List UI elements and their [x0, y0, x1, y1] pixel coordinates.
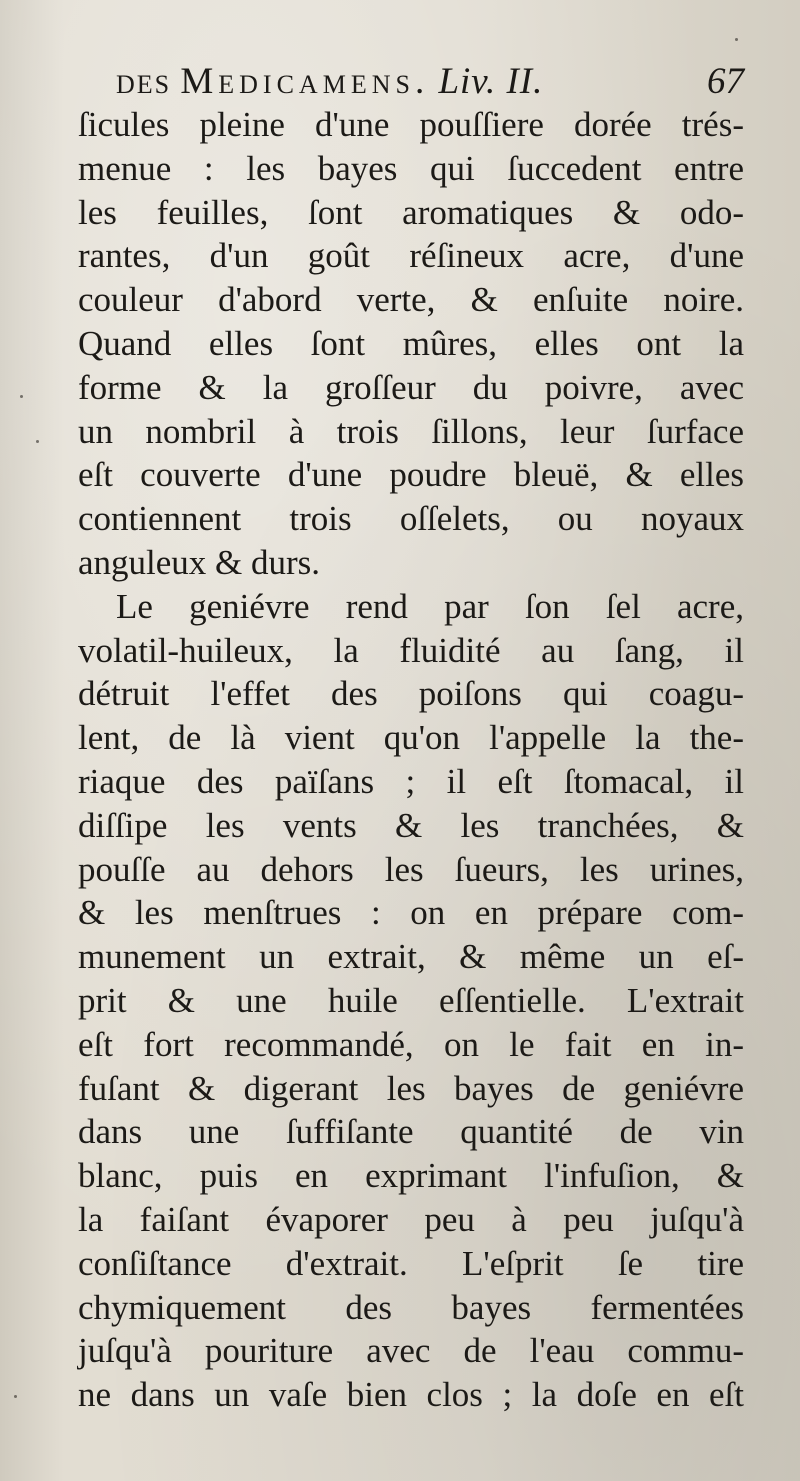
text-line: eſt fort recommandé, on le fait en in- — [78, 1024, 744, 1064]
text-line: détruit l'effet des poiſons qui coagu- — [78, 674, 744, 714]
text-line: blanc, puis en exprimant l'infuſion, & — [78, 1156, 744, 1196]
running-head — [78, 58, 744, 106]
text-line-paragraph-end: anguleux & durs. — [78, 542, 321, 582]
text-line: contiennent trois oſſelets, ou noyaux — [78, 499, 744, 539]
text-line: munement un extrait, & même un eſ- — [78, 937, 744, 977]
text-line: rantes, d'un goût réſineux acre, d'une — [78, 236, 744, 276]
text-line: un nombril à trois ſillons, leur ſurface — [78, 411, 744, 451]
text-line: juſqu'à pouriture avec de l'eau commu- — [78, 1331, 744, 1371]
text-line: chymiquement des bayes fermentées — [78, 1287, 744, 1327]
body-text — [78, 103, 744, 1417]
text-line: diſſipe les vents & les tranchées, & — [78, 805, 744, 845]
text-line: les feuilles, ſont aromatiques & odo- — [78, 192, 744, 232]
text-line: Quand elles ſont mûres, elles ont la — [78, 323, 744, 363]
text-line: forme & la groſſeur du poivre, avec — [78, 367, 744, 407]
text-line: volatil-huileux, la fluidité au ſang, il — [78, 630, 744, 670]
text-line: couleur d'abord verte, & enſuite noire. — [78, 280, 744, 320]
page-number: 67 — [707, 61, 744, 102]
text-line: fuſant & digerant les bayes de geniévre — [78, 1068, 744, 1108]
paper-speck — [20, 395, 23, 398]
text-line: ſicules pleine d'une pouſſiere dorée trés- — [78, 105, 744, 144]
text-line: eſt couverte d'une poudre bleuë, & elles — [78, 455, 744, 495]
text-line: dans une ſuffiſante quantité de vin — [78, 1112, 744, 1152]
text-line: pouſſe au dehors les ſueurs, les urines, — [78, 849, 744, 889]
text-line: conſiſtance d'extrait. L'eſprit ſe tire — [78, 1243, 744, 1283]
running-head-title: Medicamens. — [180, 61, 430, 102]
text-line: lent, de là vient qu'on l'appelle la the- — [78, 718, 744, 758]
paper-speck — [36, 440, 39, 443]
text-line-paragraph-start: Le geniévre rend par ſon ſel acre, — [116, 586, 744, 626]
text-line: & les menſtrues : on en prépare com- — [78, 893, 744, 933]
paper-speck — [14, 1395, 17, 1398]
running-head-des: des — [116, 61, 172, 102]
running-head-book: Liv. II. — [438, 61, 544, 102]
paper-speck — [735, 38, 738, 41]
text-line: la faiſant évaporer peu à peu juſqu'à — [78, 1199, 744, 1239]
text-line: prit & une huile eſſentielle. L'extrait — [78, 980, 744, 1020]
text-line: ne dans un vaſe bien clos ; la doſe en eſt — [78, 1375, 744, 1415]
text-line: riaque des païſans ; il eſt ſtomacal, il — [78, 761, 744, 801]
text-line: menue : les bayes qui ſuccedent entre — [78, 148, 744, 188]
